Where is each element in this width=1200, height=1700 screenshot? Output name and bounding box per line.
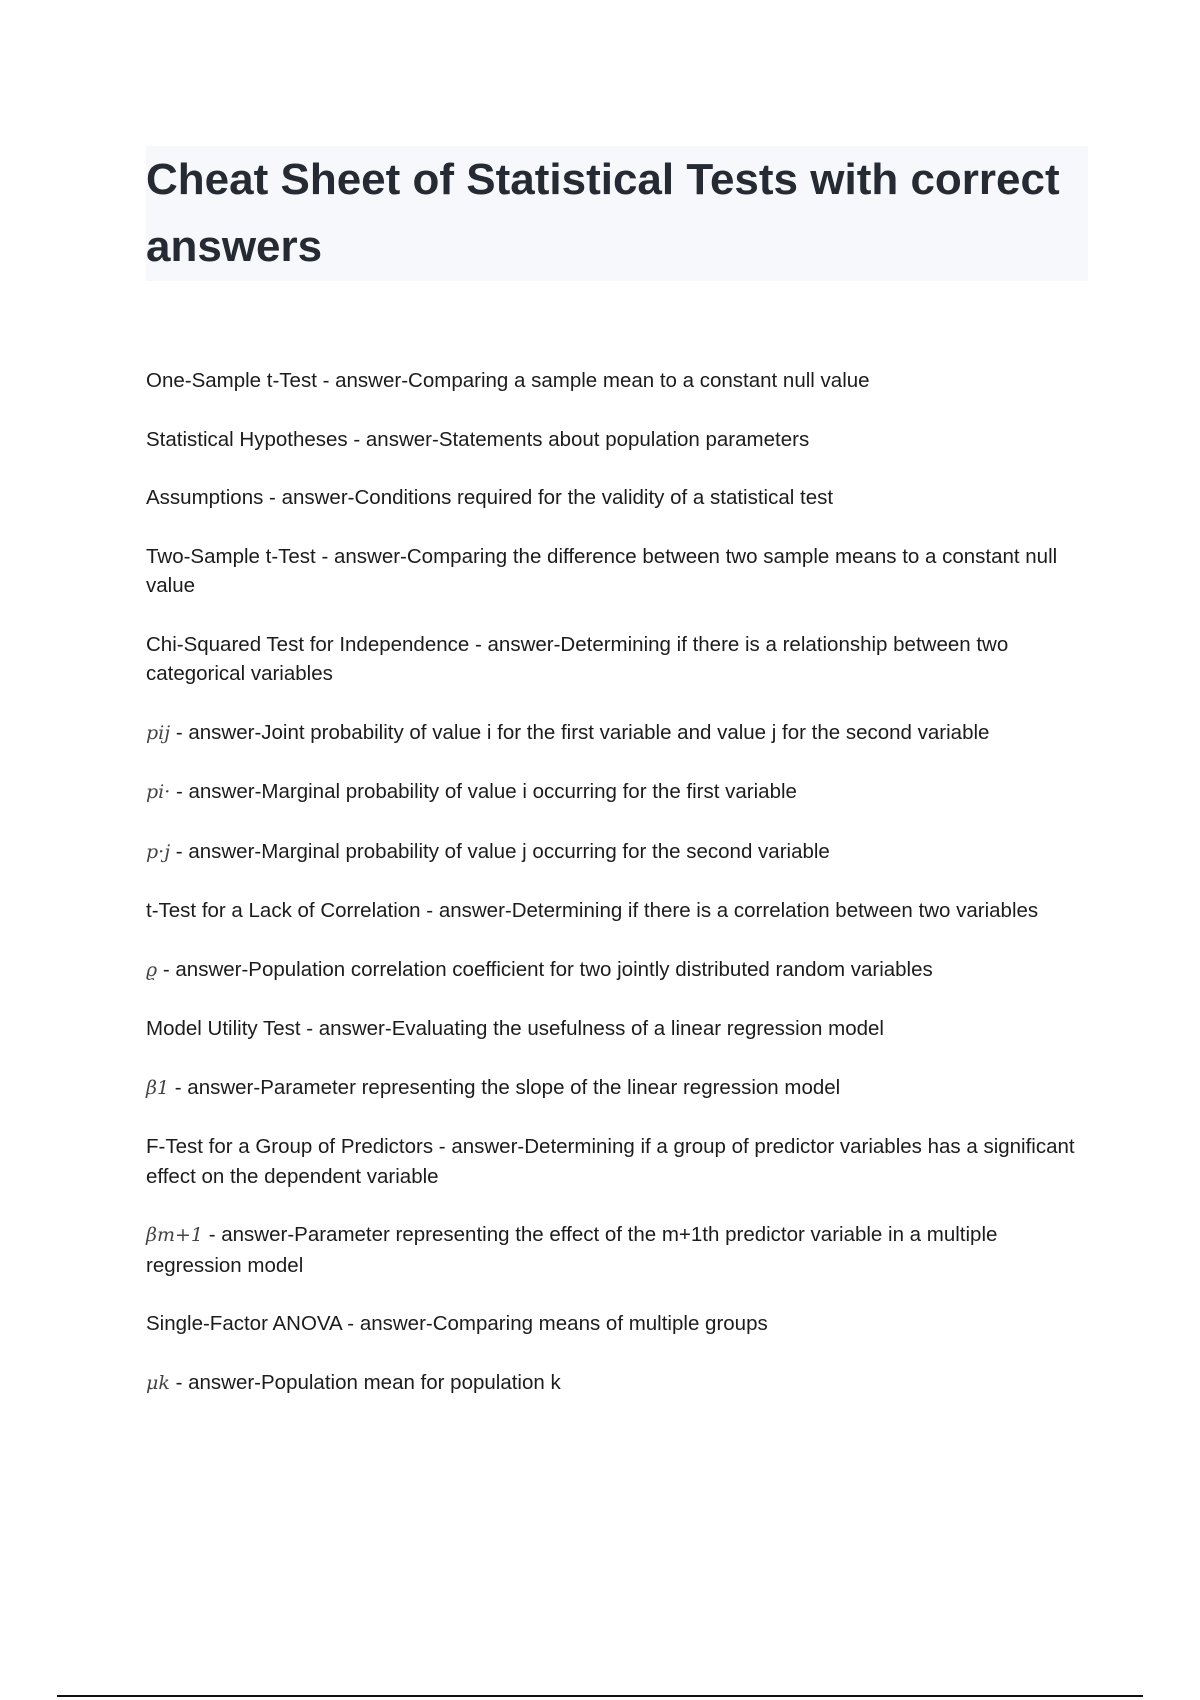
list-item xyxy=(146,837,1086,868)
page-title: Cheat Sheet of Statistical Tests with correct answers xyxy=(146,155,1060,271)
list-item xyxy=(146,1368,1086,1399)
answer-text: answer-Determining if a group of predictor variables has a significant effect on the dependent variable xyxy=(146,1135,1075,1188)
symbol-term: pij xyxy=(146,721,171,744)
answer-text: answer-Joint probability of value i for the first variable and value j for the second variable xyxy=(188,720,990,744)
separator: - xyxy=(347,427,366,451)
separator: - xyxy=(169,1370,189,1394)
symbol-term: p·j xyxy=(146,840,171,863)
separator: - xyxy=(157,957,176,981)
answer-text: answer-Comparing the difference between two sample means to a constant null value xyxy=(146,544,1058,597)
symbol-term: pi· xyxy=(146,781,171,803)
symbol-term: βm+1 xyxy=(146,1224,204,1246)
title-banner xyxy=(146,146,1088,281)
answer-text: answer-Statements about population parameters xyxy=(365,427,810,451)
separator: - xyxy=(203,1223,222,1246)
answer-text: answer-Conditions required for the validity of a statistical test xyxy=(281,486,834,509)
separator: - xyxy=(300,1017,319,1040)
term-label: Single-Factor ANOVA xyxy=(146,1312,342,1335)
answer-text: answer-Determining if there is a relationship between two categorical variables xyxy=(146,632,1009,685)
term-label: One-Sample t-Test xyxy=(146,369,317,392)
list-item xyxy=(146,1014,1086,1044)
separator: - xyxy=(316,369,336,392)
list-item xyxy=(146,1073,1086,1104)
symbol-term: ϱ xyxy=(146,958,158,981)
separator: - xyxy=(263,486,282,509)
answer-text: answer-Marginal probability of value i occurring for the first variable xyxy=(188,780,797,803)
answer-text: answer-Population mean for population k xyxy=(188,1370,561,1394)
list-item xyxy=(146,1220,1086,1280)
list-item xyxy=(146,718,1086,749)
term-label: Two-Sample t-Test xyxy=(146,544,316,568)
separator: - xyxy=(170,839,189,863)
list-item xyxy=(146,777,1086,808)
qa-list xyxy=(146,366,1086,1427)
answer-text: answer-Parameter representing the effect of the m+1th predictor variable in a multiple regression model xyxy=(146,1223,998,1277)
term-label: Chi-Squared Test for Independence xyxy=(146,632,470,656)
term-label: F-Test for a Group of Predictors xyxy=(146,1135,434,1158)
separator: - xyxy=(469,632,488,656)
separator: - xyxy=(315,544,334,568)
term-label: Assumptions xyxy=(146,486,264,509)
separator: - xyxy=(170,780,189,803)
separator: - xyxy=(169,1075,188,1099)
footer-divider xyxy=(57,1695,1143,1697)
list-item xyxy=(146,630,1086,689)
answer-text: answer-Parameter representing the slope of the linear regression model xyxy=(187,1075,841,1099)
list-item xyxy=(146,366,1086,396)
separator: - xyxy=(341,1312,360,1335)
list-item xyxy=(146,896,1086,926)
answer-text: answer-Comparing means of multiple groups xyxy=(359,1312,768,1335)
list-item xyxy=(146,1132,1086,1191)
answer-text: answer-Evaluating the usefulness of a linear regression model xyxy=(318,1017,884,1040)
list-item xyxy=(146,425,1086,455)
list-item xyxy=(146,955,1086,986)
list-item xyxy=(146,542,1086,601)
answer-text: answer-Comparing a sample mean to a constant null value xyxy=(335,369,870,392)
separator: - xyxy=(420,899,439,922)
answer-text: answer-Marginal probability of value j occurring for the second variable xyxy=(188,839,830,863)
term-label: Model Utility Test xyxy=(146,1017,301,1040)
answer-text: answer-Population correlation coefficient for two jointly distributed random variables xyxy=(175,957,933,981)
list-item xyxy=(146,483,1086,513)
symbol-term: β1 xyxy=(146,1076,170,1099)
separator: - xyxy=(170,720,189,744)
term-label: t-Test for a Lack of Correlation xyxy=(146,899,421,922)
answer-text: answer-Determining if there is a correlation between two variables xyxy=(438,899,1039,922)
term-label: Statistical Hypotheses xyxy=(146,427,348,451)
separator: - xyxy=(433,1135,452,1158)
symbol-term: μk xyxy=(146,1371,170,1394)
list-item xyxy=(146,1309,1086,1339)
